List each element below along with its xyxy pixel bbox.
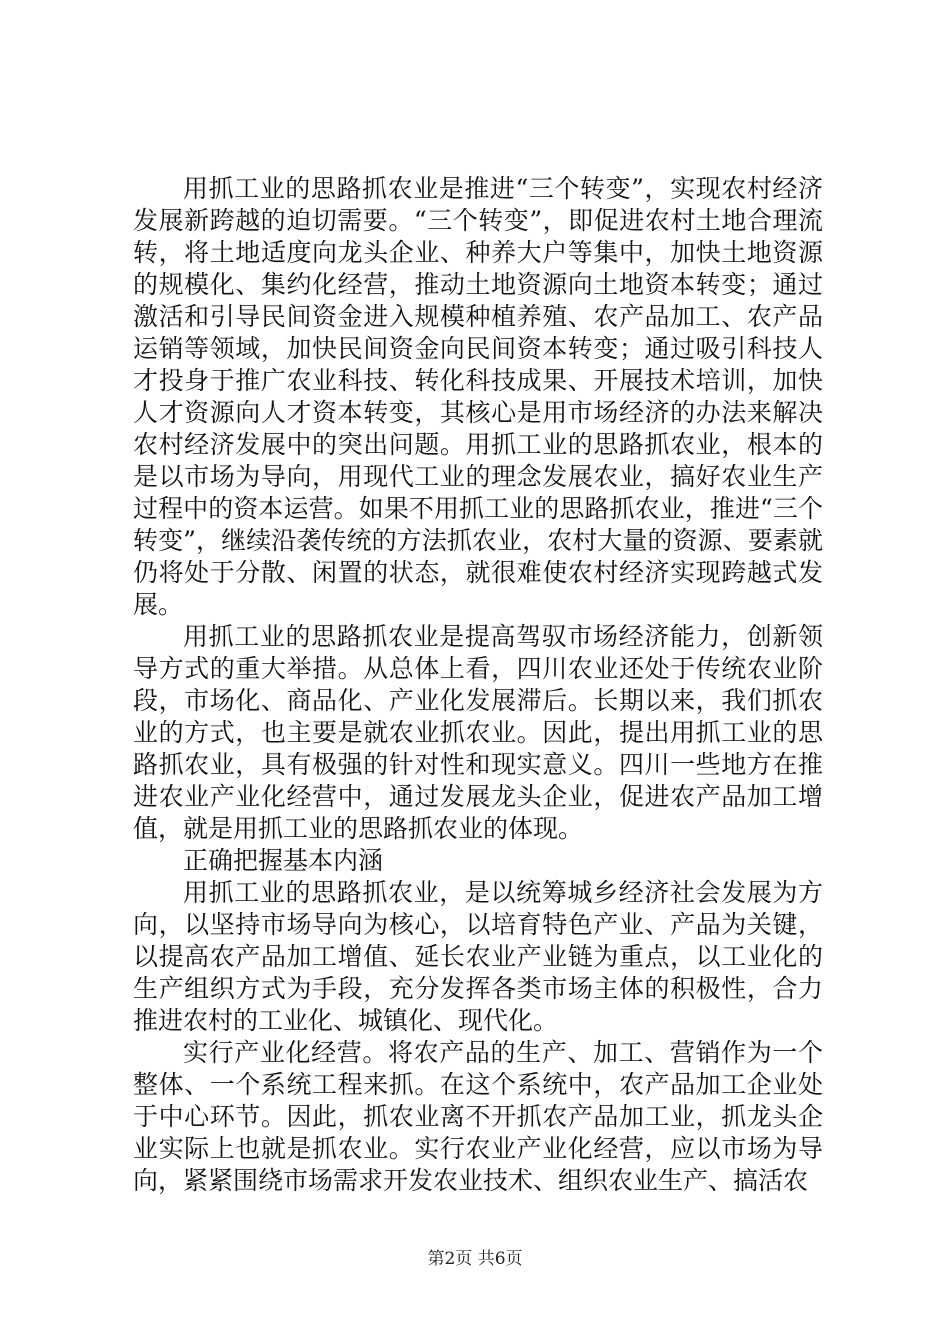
paragraph-three-transformations: 用抓工业的思路抓农业是推进“三个转变”，实现农村经济发展新跨越的迫切需要。“三个转变”，即促进农村土地合理流转，将土地适度向龙头企业、种养大户等集中，加快土地资源的规模化、集约化经营，推动土地资源向土地资本转变；通过激活和引导民间资金进入规模种植养殖、农产品加工、农产品运销等领域，加快民间资金向民间资本转变；通过吸引科技人才投身于推广农业科技、转化科技成果、开展技术培训，加快人才资源向人才资本转变，其核心是用市场经济的办法来解决农村经济发展中的突出问题。用抓工业的思路抓农业，根本的是以市场为导向，用现代工业的理念发展农业，搞好农业生产过程中的资本运营。如果不用抓工业的思路抓农业，推进“三个转变”，继续沿袭传统的方法抓农业，农村大量的资源、要素就仍将处于分散、闲置的状态，就很难使农村经济实现跨越式发展。: [133, 174, 823, 619]
paragraph-basic-connotation: 用抓工业的思路抓农业，是以统筹城乡经济社会发展为方向，以坚持市场导向为核心，以培育特色产业、产品为关键，以提高农产品加工增值、延长农业产业链为重点，以工业化的生产组织方式为手段，充分发挥各类市场主体的积极性，合力推进农村的工业化、城镇化、现代化。: [133, 878, 823, 1035]
document-body: [133, 173, 823, 1197]
paragraph-industrialized-operation: 实行产业化经营。将农产品的生产、加工、营销作为一个整体、一个系统工程来抓。在这个系统中，农产品加工企业处于中心环节。因此，抓农业离不开抓农产品加工业，抓龙头企业实际上也就是抓农业。实行农业产业化经营，应以市场为导向，紧紧围绕市场需求开发农业技术、组织农业生产、搞活农: [133, 1038, 823, 1195]
page-footer: 第2页 共6页: [427, 1249, 523, 1269]
paragraph-market-economy: 用抓工业的思路抓农业是提高驾驭市场经济能力，创新领导方式的重大举措。从总体上看，四川农业还处于传统农业阶段，市场化、商品化、产业化发展滞后。长期以来，我们抓农业的方式，也主要是就农业抓农业。因此，提出用抓工业的思路抓农业，具有极强的针对性和现实意义。四川一些地方在推进农业产业化经营中，通过发展龙头企业，促进农产品加工增值，就是用抓工业的思路抓农业的体现。: [133, 622, 823, 843]
section-heading: 正确把握基本内涵: [183, 846, 384, 875]
